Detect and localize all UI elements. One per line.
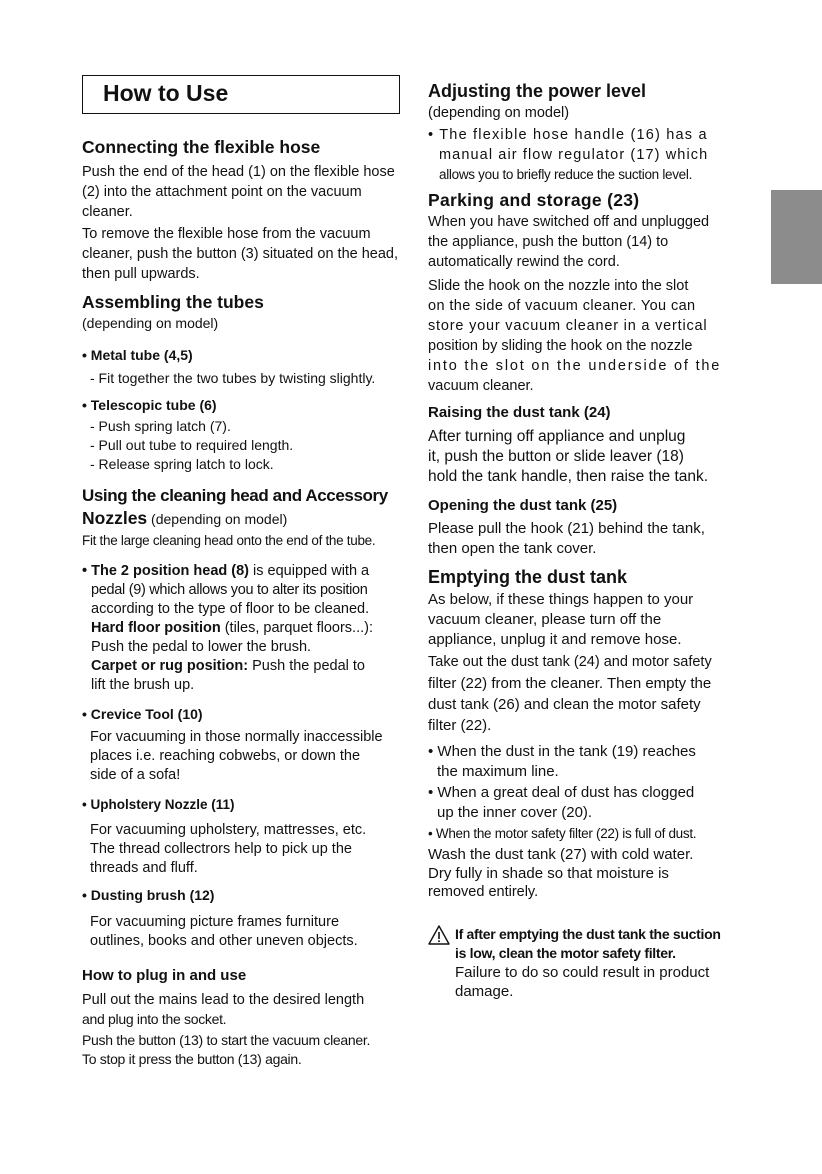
emptying-bullet-1-line-2: the maximum line. — [437, 763, 559, 780]
nozzles-fit-text: Fit the large cleaning head onto the end of the tube. — [82, 533, 376, 548]
emptying-heading: Emptying the dust tank — [428, 567, 628, 587]
crevice-tool-heading: • Crevice Tool (10) — [82, 706, 203, 722]
side-tab-marker — [771, 190, 822, 284]
upholstery-nozzle-heading: • Upholstery Nozzle (11) — [82, 797, 235, 812]
position-head-text: is equipped with a — [249, 563, 370, 579]
title-box — [82, 75, 400, 114]
plug-heading: How to plug in and use — [82, 967, 247, 984]
emptying-line-2: vacuum cleaner, please turn off the — [428, 611, 662, 628]
warning-bold-line-1: If after emptying the dust tank the suction — [455, 926, 721, 942]
carpet-line — [82, 656, 365, 676]
hard-floor-label: Hard floor position — [91, 620, 221, 636]
opening-heading: Opening the dust tank (25) — [428, 497, 618, 514]
parking-line-4: Slide the hook on the nozzle into the slot — [428, 278, 689, 294]
warning-bold-line-2: is low, clean the motor safety filter. — [455, 945, 676, 961]
power-bullet-line-1: • The flexible hose handle (16) has a — [428, 127, 708, 143]
power-subheading: (depending on model) — [428, 105, 570, 121]
hard-floor-instruction: Push the pedal to lower the brush. — [91, 639, 312, 655]
emptying-line-6: dust tank (26) and clean the motor safety — [428, 696, 701, 713]
opening-line-2: then open the tank cover. — [428, 540, 597, 557]
raising-line-3: hold the tank handle, then raise the tank. — [428, 468, 709, 485]
nozzles-heading-line-1: Using the cleaning head and Accessory — [82, 486, 388, 505]
dusting-brush-heading: • Dusting brush (12) — [82, 887, 215, 903]
raising-line-1: After turning off appliance and unplug — [428, 428, 686, 445]
emptying-line-7: filter (22). — [428, 717, 492, 734]
warning-text-line-2: damage. — [455, 983, 514, 1000]
raising-line-2: it, push the button or slide leaver (18) — [428, 448, 684, 465]
tubes-subheading: (depending on model) — [82, 315, 219, 331]
parking-line-5: on the side of vacuum cleaner. You can — [428, 298, 696, 314]
dusting-brush-line-1: For vacuuming picture frames furniture — [90, 914, 340, 930]
opening-line-1: Please pull the hook (21) behind the tank, — [428, 520, 705, 537]
upholstery-line-2: The thread collectrors help to pick up the — [90, 841, 352, 857]
power-heading: Adjusting the power level — [428, 81, 647, 101]
carpet-text: Push the pedal to — [248, 658, 365, 674]
parking-line-9: vacuum cleaner. — [428, 378, 534, 394]
metal-tube-heading: • Metal tube (4,5) — [82, 347, 193, 363]
position-head-line-3: according to the type of floor to be cleaned. — [91, 601, 370, 617]
emptying-line-5: filter (22) from the cleaner. Then empty the — [428, 675, 712, 692]
wash-line-2: Dry fully in shade so that moisture is — [428, 865, 669, 882]
nozzles-heading-word: Nozzles — [82, 508, 148, 528]
emptying-line-4: Take out the dust tank (24) and motor safety — [428, 654, 712, 670]
warning-block — [428, 925, 758, 1005]
telescopic-tube-step-1: - Push spring latch (7). — [90, 418, 231, 434]
parking-line-6: store your vacuum cleaner in a vertical — [428, 318, 708, 334]
connect-paragraph-2: To remove the flexible hose from the vacuum cleaner, push the button (3) situated on the head, then pull upwards. — [82, 226, 399, 282]
parking-line-8: into the slot on the underside of the — [428, 358, 722, 374]
emptying-line-3: appliance, unplug it and remove hose. — [428, 631, 682, 648]
wash-line-3: removed entirely. — [428, 884, 539, 900]
emptying-bullet-2-line-2: up the inner cover (20). — [437, 804, 593, 821]
carpet-instruction: lift the brush up. — [91, 677, 195, 693]
emptying-bullet-3: • When the motor safety filter (22) is full of dust. — [428, 826, 697, 841]
hard-floor-line — [82, 618, 373, 638]
crevice-tool-line-1: For vacuuming in those normally inaccessible — [90, 729, 383, 745]
plug-line-1: Pull out the mains lead to the desired length — [82, 992, 365, 1008]
tubes-heading: Assembling the tubes — [82, 292, 264, 312]
metal-tube-step-1: - Fit together the two tubes by twisting slightly. — [90, 370, 376, 386]
dusting-brush-line-2: outlines, books and other uneven objects. — [90, 933, 358, 949]
parking-line-3: automatically rewind the cord. — [428, 254, 620, 270]
position-head-line-1 — [82, 561, 369, 581]
power-bullet-line-2: manual air flow regulator (17) which — [439, 147, 709, 163]
emptying-bullet-2-line-1: • When a great deal of dust has clogged — [428, 784, 695, 801]
power-bullet-line-3: allows you to briefly reduce the suction level. — [439, 167, 693, 182]
upholstery-line-1: For vacuuming upholstery, mattresses, etc. — [90, 822, 367, 838]
parking-line-1: When you have switched off and unplugged — [428, 214, 710, 230]
hard-floor-text: (tiles, parquet floors...): — [220, 620, 373, 636]
wash-line-1: Wash the dust tank (27) with cold water. — [428, 846, 694, 863]
nozzles-heading-sub: (depending on model) — [147, 511, 288, 527]
plug-line-3: Push the button (13) to start the vacuum cleaner. — [82, 1032, 371, 1048]
crevice-tool-line-3: side of a sofa! — [90, 767, 181, 783]
connect-heading: Connecting the flexible hose — [82, 137, 321, 157]
warning-triangle-icon — [428, 925, 450, 945]
plug-line-4: To stop it press the button (13) again. — [82, 1051, 302, 1067]
upholstery-line-3: threads and fluff. — [90, 860, 198, 876]
page-title: How to Use — [103, 80, 229, 106]
crevice-tool-line-2: places i.e. reaching cobwebs, or down the — [90, 748, 361, 764]
telescopic-tube-step-2: - Pull out tube to required length. — [90, 437, 294, 453]
telescopic-tube-heading: • Telescopic tube (6) — [82, 397, 217, 413]
connect-paragraph-1: Push the end of the head (1) on the flexible hose (2) into the attachment point on the vacuum cleaner. — [82, 164, 395, 220]
plug-line-2: and plug into the socket. — [82, 1011, 227, 1027]
telescopic-tube-step-3: - Release spring latch to lock. — [90, 456, 274, 472]
position-head-line-2: pedal (9) which allows you to alter its position — [91, 582, 368, 598]
emptying-line-1: As below, if these things happen to your — [428, 591, 694, 608]
position-head-label: • The 2 position head (8) — [82, 563, 250, 579]
nozzles-heading-line-2 — [82, 508, 287, 529]
warning-text-line-1: Failure to do so could result in product — [455, 964, 710, 981]
carpet-label: Carpet or rug position: — [91, 658, 249, 674]
emptying-bullet-1-line-1: • When the dust in the tank (19) reaches — [428, 743, 696, 760]
parking-line-7: position by sliding the hook on the nozzle — [428, 338, 693, 354]
parking-line-2: the appliance, push the button (14) to — [428, 234, 669, 250]
raising-heading: Raising the dust tank (24) — [428, 404, 611, 421]
parking-heading: Parking and storage (23) — [428, 190, 640, 210]
